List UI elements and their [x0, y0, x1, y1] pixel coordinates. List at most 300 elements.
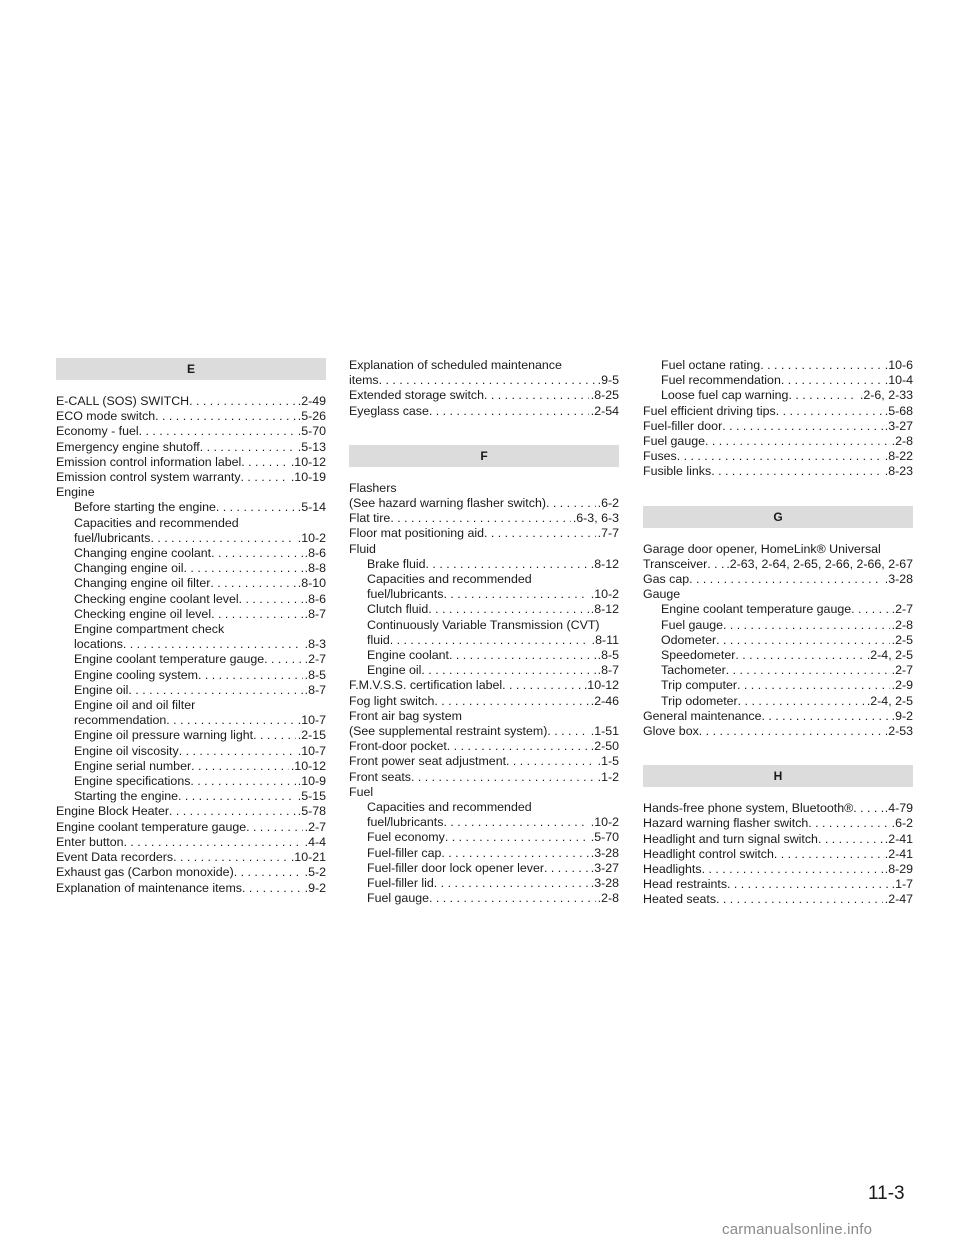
index-entry	[56, 394, 326, 409]
entry-page-ref: .2-47	[884, 892, 913, 907]
entry-text: Fuel gauge	[643, 434, 706, 449]
entry-text: General maintenance	[643, 708, 762, 723]
entry-page-ref: .8-7	[304, 682, 326, 697]
index-entry	[643, 618, 913, 633]
index-entry	[643, 602, 913, 617]
entry-page-ref: .10-21	[290, 850, 326, 865]
dot-leader	[179, 744, 296, 759]
entry-text: Engine coolant temperature gauge	[74, 652, 265, 667]
dot-leader	[200, 440, 296, 455]
dot-leader	[544, 861, 589, 876]
entry-page-ref: .6-2	[891, 816, 913, 831]
entry-page-ref: .8-3	[304, 637, 326, 652]
entry-page-ref: .3-27	[884, 418, 913, 433]
entry-text: Explanation of scheduled maintenance	[349, 358, 562, 372]
entry-text: Front air bag system	[349, 708, 462, 723]
entry-text: Fuel	[349, 784, 374, 799]
entry-text: Fuel-filler door	[643, 418, 723, 433]
dot-leader	[449, 648, 596, 663]
dot-leader	[216, 500, 296, 515]
entry-text: Checking engine coolant level	[74, 591, 239, 606]
index-entry	[349, 526, 619, 541]
index-entry	[643, 358, 913, 373]
dot-leader	[128, 683, 302, 698]
entry-text: Gas cap	[643, 572, 690, 587]
entry-text: recommendation	[74, 713, 167, 728]
index-entry	[56, 592, 326, 607]
entry-text: Engine oil viscosity	[74, 743, 179, 758]
index-entry	[643, 816, 913, 831]
dot-leader	[421, 663, 595, 678]
entry-text: Tachometer	[661, 663, 726, 678]
entry-page-ref: .5-15	[297, 789, 326, 804]
entry-page-ref: .2-7	[891, 602, 913, 617]
entry-page-ref: .4-4	[304, 834, 326, 849]
index-heading	[56, 516, 326, 531]
dot-leader	[726, 663, 890, 678]
index-heading	[56, 622, 326, 637]
index-entry	[643, 832, 913, 847]
entry-page-ref: .10-7	[297, 713, 326, 728]
entry-page-ref: .2-7	[304, 819, 326, 834]
entry-page-ref: .2-7	[304, 652, 326, 667]
index-entry	[643, 678, 913, 693]
entry-text: Flat tire	[349, 511, 391, 526]
entry-page-ref: .7-7	[597, 526, 619, 541]
index-entry	[349, 694, 619, 709]
index-entry	[56, 820, 326, 835]
index-entry	[56, 774, 326, 789]
entry-text: Glove box	[643, 724, 699, 739]
index-heading	[643, 587, 913, 602]
index-entry	[643, 648, 913, 663]
dot-leader	[735, 648, 864, 663]
entry-page-ref: .5-14	[297, 500, 326, 515]
index-entry	[349, 830, 619, 845]
entry-page-ref: .10-2	[590, 587, 619, 602]
entry-text: Engine serial number	[74, 758, 192, 773]
entry-page-ref: .5-68	[884, 403, 913, 418]
index-column-3	[643, 358, 913, 908]
dot-leader	[484, 388, 589, 403]
index-entry	[643, 633, 913, 648]
dot-leader	[707, 557, 724, 572]
entry-page-ref: .1-51	[590, 724, 619, 739]
index-entry	[643, 892, 913, 907]
dot-leader	[139, 424, 296, 439]
entry-text: Fuel gauge	[661, 617, 724, 632]
dot-leader	[502, 678, 582, 693]
entry-page-ref: .8-7	[597, 663, 619, 678]
entry-page-ref: .10-19	[290, 470, 326, 485]
entry-page-ref: .8-6	[304, 591, 326, 606]
entry-text: Capacities and recommended	[367, 572, 532, 587]
entry-page-ref: .8-23	[884, 464, 913, 479]
index-entry	[56, 546, 326, 561]
index-entry	[349, 602, 619, 617]
index-heading	[643, 542, 913, 557]
dot-leader	[818, 832, 883, 847]
entry-text: Enter button	[56, 834, 124, 849]
entry-page-ref: .10-12	[583, 678, 619, 693]
entry-page-ref: .6-2	[597, 496, 619, 511]
dot-leader	[711, 464, 883, 479]
dot-leader	[429, 891, 596, 906]
dot-leader	[155, 409, 296, 424]
dot-leader	[184, 561, 303, 576]
entry-text: Front power seat adjustment	[349, 754, 507, 769]
dot-leader	[443, 587, 588, 602]
entry-page-ref: .1-7	[891, 877, 913, 892]
index-entry	[349, 663, 619, 678]
entry-text: locations	[74, 637, 123, 652]
entry-page-ref: .5-2	[304, 865, 326, 880]
entry-text: Front seats	[349, 769, 411, 784]
dot-leader	[776, 404, 883, 419]
dot-leader	[547, 724, 588, 739]
index-entry	[56, 759, 326, 774]
dot-leader	[716, 633, 890, 648]
entry-text: Engine oil	[367, 663, 422, 678]
entry-text: Headlights	[643, 862, 702, 877]
index-entry	[643, 709, 913, 724]
entry-text: (See hazard warning flasher switch)	[349, 496, 546, 511]
entry-page-ref: .8-12	[590, 556, 619, 571]
index-entry	[56, 683, 326, 698]
dot-leader	[246, 820, 303, 835]
index-entry	[643, 373, 913, 388]
index-heading	[349, 358, 619, 373]
index-entry	[349, 373, 619, 388]
section-spacer	[643, 480, 913, 506]
entry-page-ref: .8-5	[304, 667, 326, 682]
index-entry	[349, 754, 619, 769]
index-entry	[56, 881, 326, 896]
index-entry	[56, 789, 326, 804]
dot-leader	[211, 607, 303, 622]
entry-page-ref: .10-4	[884, 373, 913, 388]
index-entry	[56, 652, 326, 667]
index-entry	[643, 663, 913, 678]
index-heading	[349, 800, 619, 815]
index-entry	[643, 572, 913, 587]
entry-page-ref: .2-41	[884, 831, 913, 846]
dot-leader	[426, 557, 589, 572]
entry-text: Emission control information label	[56, 454, 242, 469]
entry-page-ref: .10-12	[290, 454, 326, 469]
entry-page-ref: .2-8	[891, 617, 913, 632]
dot-leader	[443, 815, 588, 830]
entry-text: Exhaust gas (Carbon monoxide)	[56, 865, 234, 880]
dot-leader	[189, 394, 296, 409]
dot-leader	[689, 572, 883, 587]
entry-text: Fluid	[349, 541, 376, 556]
entry-text: Engine Block Heater	[56, 804, 169, 819]
section-spacer	[349, 419, 619, 445]
entry-text: Before starting the engine	[74, 500, 216, 515]
entry-text: Engine compartment check	[74, 622, 225, 637]
index-entry	[56, 455, 326, 470]
dot-leader	[428, 602, 588, 617]
entry-page-ref: .6-3, 6-3	[572, 511, 619, 526]
index-entry	[56, 500, 326, 515]
entry-text: Clutch fluid	[367, 602, 429, 617]
dot-leader	[242, 881, 303, 896]
dot-leader	[150, 531, 295, 546]
index-entry	[56, 607, 326, 622]
section-header: H	[643, 765, 913, 787]
index-entry	[349, 388, 619, 403]
index-entry	[643, 434, 913, 449]
dot-leader	[738, 694, 865, 709]
entry-text: Continuously Variable Transmission (CVT)	[367, 617, 600, 632]
entry-page-ref: .10-2	[590, 815, 619, 830]
entry-page-ref: .5-70	[590, 830, 619, 845]
entry-text: Eyeglass case	[349, 403, 429, 418]
dot-leader	[390, 511, 571, 526]
entry-page-ref: .8-7	[304, 606, 326, 621]
entry-text: Fog light switch	[349, 693, 435, 708]
entry-page-ref: .8-5	[597, 648, 619, 663]
dot-leader	[434, 876, 589, 891]
index-entry	[56, 668, 326, 683]
entry-page-ref: .2-54	[590, 403, 619, 418]
dot-leader	[808, 816, 889, 831]
index-heading	[349, 572, 619, 587]
entry-text: Engine cooling system	[74, 667, 198, 682]
index-entry	[643, 801, 913, 816]
dot-leader	[441, 846, 588, 861]
entry-text: Engine oil and oil filter	[74, 698, 196, 713]
dot-leader	[379, 373, 596, 388]
dot-leader	[191, 759, 289, 774]
entry-page-ref: .2-15	[297, 728, 326, 743]
entry-text: Head restraints	[643, 877, 728, 892]
entry-page-ref: .10-2	[297, 530, 326, 545]
entry-page-ref: .8-29	[884, 862, 913, 877]
dot-leader	[722, 419, 883, 434]
entry-page-ref: .2-63, 2-64, 2-65, 2-66, 2-66, 2-67	[726, 556, 913, 571]
entry-text: Fusible links	[643, 464, 712, 479]
entry-page-ref: .2-5	[891, 632, 913, 647]
entry-text: Engine	[56, 485, 95, 500]
entry-text: Speedometer	[661, 648, 736, 663]
entry-text: Fuel-filler cap	[367, 845, 442, 860]
entry-text: Explanation of maintenance items	[56, 880, 242, 895]
entry-page-ref: .2-53	[884, 724, 913, 739]
dot-leader	[211, 546, 303, 561]
index-entry	[349, 739, 619, 754]
index-heading	[349, 709, 619, 724]
entry-page-ref: .9-2	[304, 880, 326, 895]
entry-page-ref: .8-22	[884, 449, 913, 464]
index-entry	[643, 404, 913, 419]
index-heading	[56, 485, 326, 500]
dot-leader	[445, 830, 589, 845]
index-entry	[643, 557, 913, 572]
index-heading	[349, 481, 619, 496]
dot-leader	[169, 804, 296, 819]
dot-leader	[253, 728, 296, 743]
dot-leader	[761, 709, 889, 724]
entry-page-ref: .3-28	[590, 876, 619, 891]
entry-text: Emergency engine shutoff	[56, 439, 200, 454]
dot-leader	[123, 637, 303, 652]
index-entry	[349, 633, 619, 648]
index-entry	[349, 511, 619, 526]
entry-text: Headlight and turn signal switch	[643, 831, 818, 846]
entry-text: fluid	[367, 632, 390, 647]
entry-page-ref: .2-41	[884, 846, 913, 861]
index-entry	[56, 409, 326, 424]
watermark: carmanualsonline.info	[722, 1221, 873, 1238]
entry-page-ref: .8-11	[591, 632, 619, 647]
index-entry	[349, 770, 619, 785]
entry-text: Engine coolant temperature gauge	[661, 602, 852, 617]
index-entry	[643, 419, 913, 434]
index-entry	[56, 850, 326, 865]
dot-leader	[781, 373, 883, 388]
dot-leader	[699, 724, 883, 739]
entry-text: Trip odometer	[661, 693, 738, 708]
index-entry	[643, 862, 913, 877]
entry-page-ref: .2-4, 2-5	[866, 648, 913, 663]
entry-text: E-CALL (SOS) SWITCH	[56, 394, 190, 408]
dot-leader	[546, 496, 596, 511]
index-entry	[349, 404, 619, 419]
entry-text: Gauge	[643, 587, 681, 602]
entry-page-ref: .3-28	[884, 572, 913, 587]
entry-text: fuel/lubricants	[367, 587, 444, 602]
entry-text: Event Data recorders	[56, 850, 174, 865]
dot-leader	[760, 358, 883, 373]
index-entry	[643, 388, 913, 403]
entry-text: Hands-free phone system, Bluetooth®	[643, 801, 854, 816]
index-entry	[56, 835, 326, 850]
entry-text: Heated seats	[643, 892, 717, 907]
dot-leader	[166, 713, 295, 728]
index-entry	[56, 728, 326, 743]
entry-text: fuel/lubricants	[74, 530, 151, 545]
index-entry	[349, 648, 619, 663]
index-entry	[349, 557, 619, 572]
entry-page-ref: .9-2	[891, 708, 913, 723]
entry-text: Fuel-filler door lock opener lever	[367, 860, 544, 875]
dot-leader	[727, 877, 890, 892]
entry-text: Hazard warning flasher switch	[643, 816, 809, 831]
dot-leader	[210, 576, 295, 591]
entry-page-ref: .2-46	[590, 693, 619, 708]
entry-page-ref: .10-12	[290, 758, 326, 773]
index-entry	[56, 470, 326, 485]
dot-leader	[484, 526, 596, 541]
dot-leader	[241, 455, 289, 470]
entry-page-ref: .10-6	[884, 358, 913, 372]
entry-text: Garage door opener, HomeLink® Universal	[643, 541, 881, 556]
index-entry	[643, 464, 913, 479]
entry-text: Starting the engine	[74, 789, 179, 804]
entry-text: ECO mode switch	[56, 409, 156, 424]
index-entry	[349, 876, 619, 891]
index-heading	[56, 698, 326, 713]
dot-leader	[190, 774, 295, 789]
index-column-2	[349, 358, 619, 907]
index-entry	[56, 744, 326, 759]
entry-text: Trip computer	[661, 678, 737, 693]
entry-text: Flashers	[349, 480, 397, 495]
entry-text: Changing engine oil	[74, 561, 184, 576]
entry-page-ref: .3-28	[590, 845, 619, 860]
entry-page-ref: .8-6	[304, 546, 326, 561]
index-entry	[56, 531, 326, 546]
entry-text: Fuel efficient driving tips	[643, 403, 776, 418]
entry-text: Engine coolant	[367, 648, 449, 663]
entry-page-ref: .2-8	[891, 434, 913, 449]
entry-text: Loose fuel cap warning	[661, 388, 789, 403]
entry-text: (See supplemental restraint system)	[349, 724, 548, 739]
entry-text: Fuel-filler lid	[367, 876, 434, 891]
entry-page-ref: .8-12	[590, 602, 619, 617]
index-entry	[56, 440, 326, 455]
entry-text: Emission control system warranty	[56, 470, 241, 485]
dot-leader	[429, 404, 589, 419]
index-entry	[643, 847, 913, 862]
section-header: F	[349, 445, 619, 467]
dot-leader	[198, 668, 303, 683]
entry-text: fuel/lubricants	[367, 815, 444, 830]
entry-text: Odometer	[661, 632, 717, 647]
entry-page-ref: .2-50	[590, 739, 619, 754]
entry-text: Engine oil	[74, 682, 129, 697]
dot-leader	[264, 652, 303, 667]
dot-leader	[702, 862, 883, 877]
entry-page-ref: .2-49	[297, 394, 326, 408]
section-header: E	[56, 358, 326, 380]
entry-text: Engine specifications	[74, 774, 191, 789]
entry-text: Front-door pocket	[349, 739, 447, 754]
entry-page-ref: .2-7	[891, 663, 913, 678]
dot-leader	[173, 850, 289, 865]
index-heading	[349, 785, 619, 800]
index-entry	[643, 877, 913, 892]
entry-page-ref: .2-6, 2-33	[859, 388, 913, 403]
entry-text: Extended storage switch	[349, 388, 484, 403]
entry-page-ref: .8-25	[590, 388, 619, 403]
index-entry	[56, 804, 326, 819]
dot-leader	[737, 678, 890, 693]
index-entry	[643, 449, 913, 464]
dot-leader	[716, 892, 883, 907]
index-entry	[349, 846, 619, 861]
dot-leader	[234, 865, 303, 880]
dot-leader	[851, 602, 890, 617]
entry-text: Economy - fuel	[56, 424, 139, 439]
dot-leader	[677, 449, 883, 464]
dot-leader	[788, 388, 858, 403]
entry-text: Capacities and recommended	[367, 800, 532, 815]
dot-leader	[124, 835, 303, 850]
index-entry	[56, 424, 326, 439]
entry-page-ref: .4-79	[884, 801, 913, 816]
entry-text: items	[349, 373, 379, 388]
entry-text: Engine oil pressure warning light	[74, 728, 254, 743]
index-entry	[349, 496, 619, 511]
dot-leader	[390, 633, 590, 648]
index-heading	[349, 618, 619, 633]
dot-leader	[434, 694, 588, 709]
entry-page-ref: .10-9	[297, 774, 326, 789]
entry-page-ref: .2-4, 2-5	[866, 693, 913, 708]
